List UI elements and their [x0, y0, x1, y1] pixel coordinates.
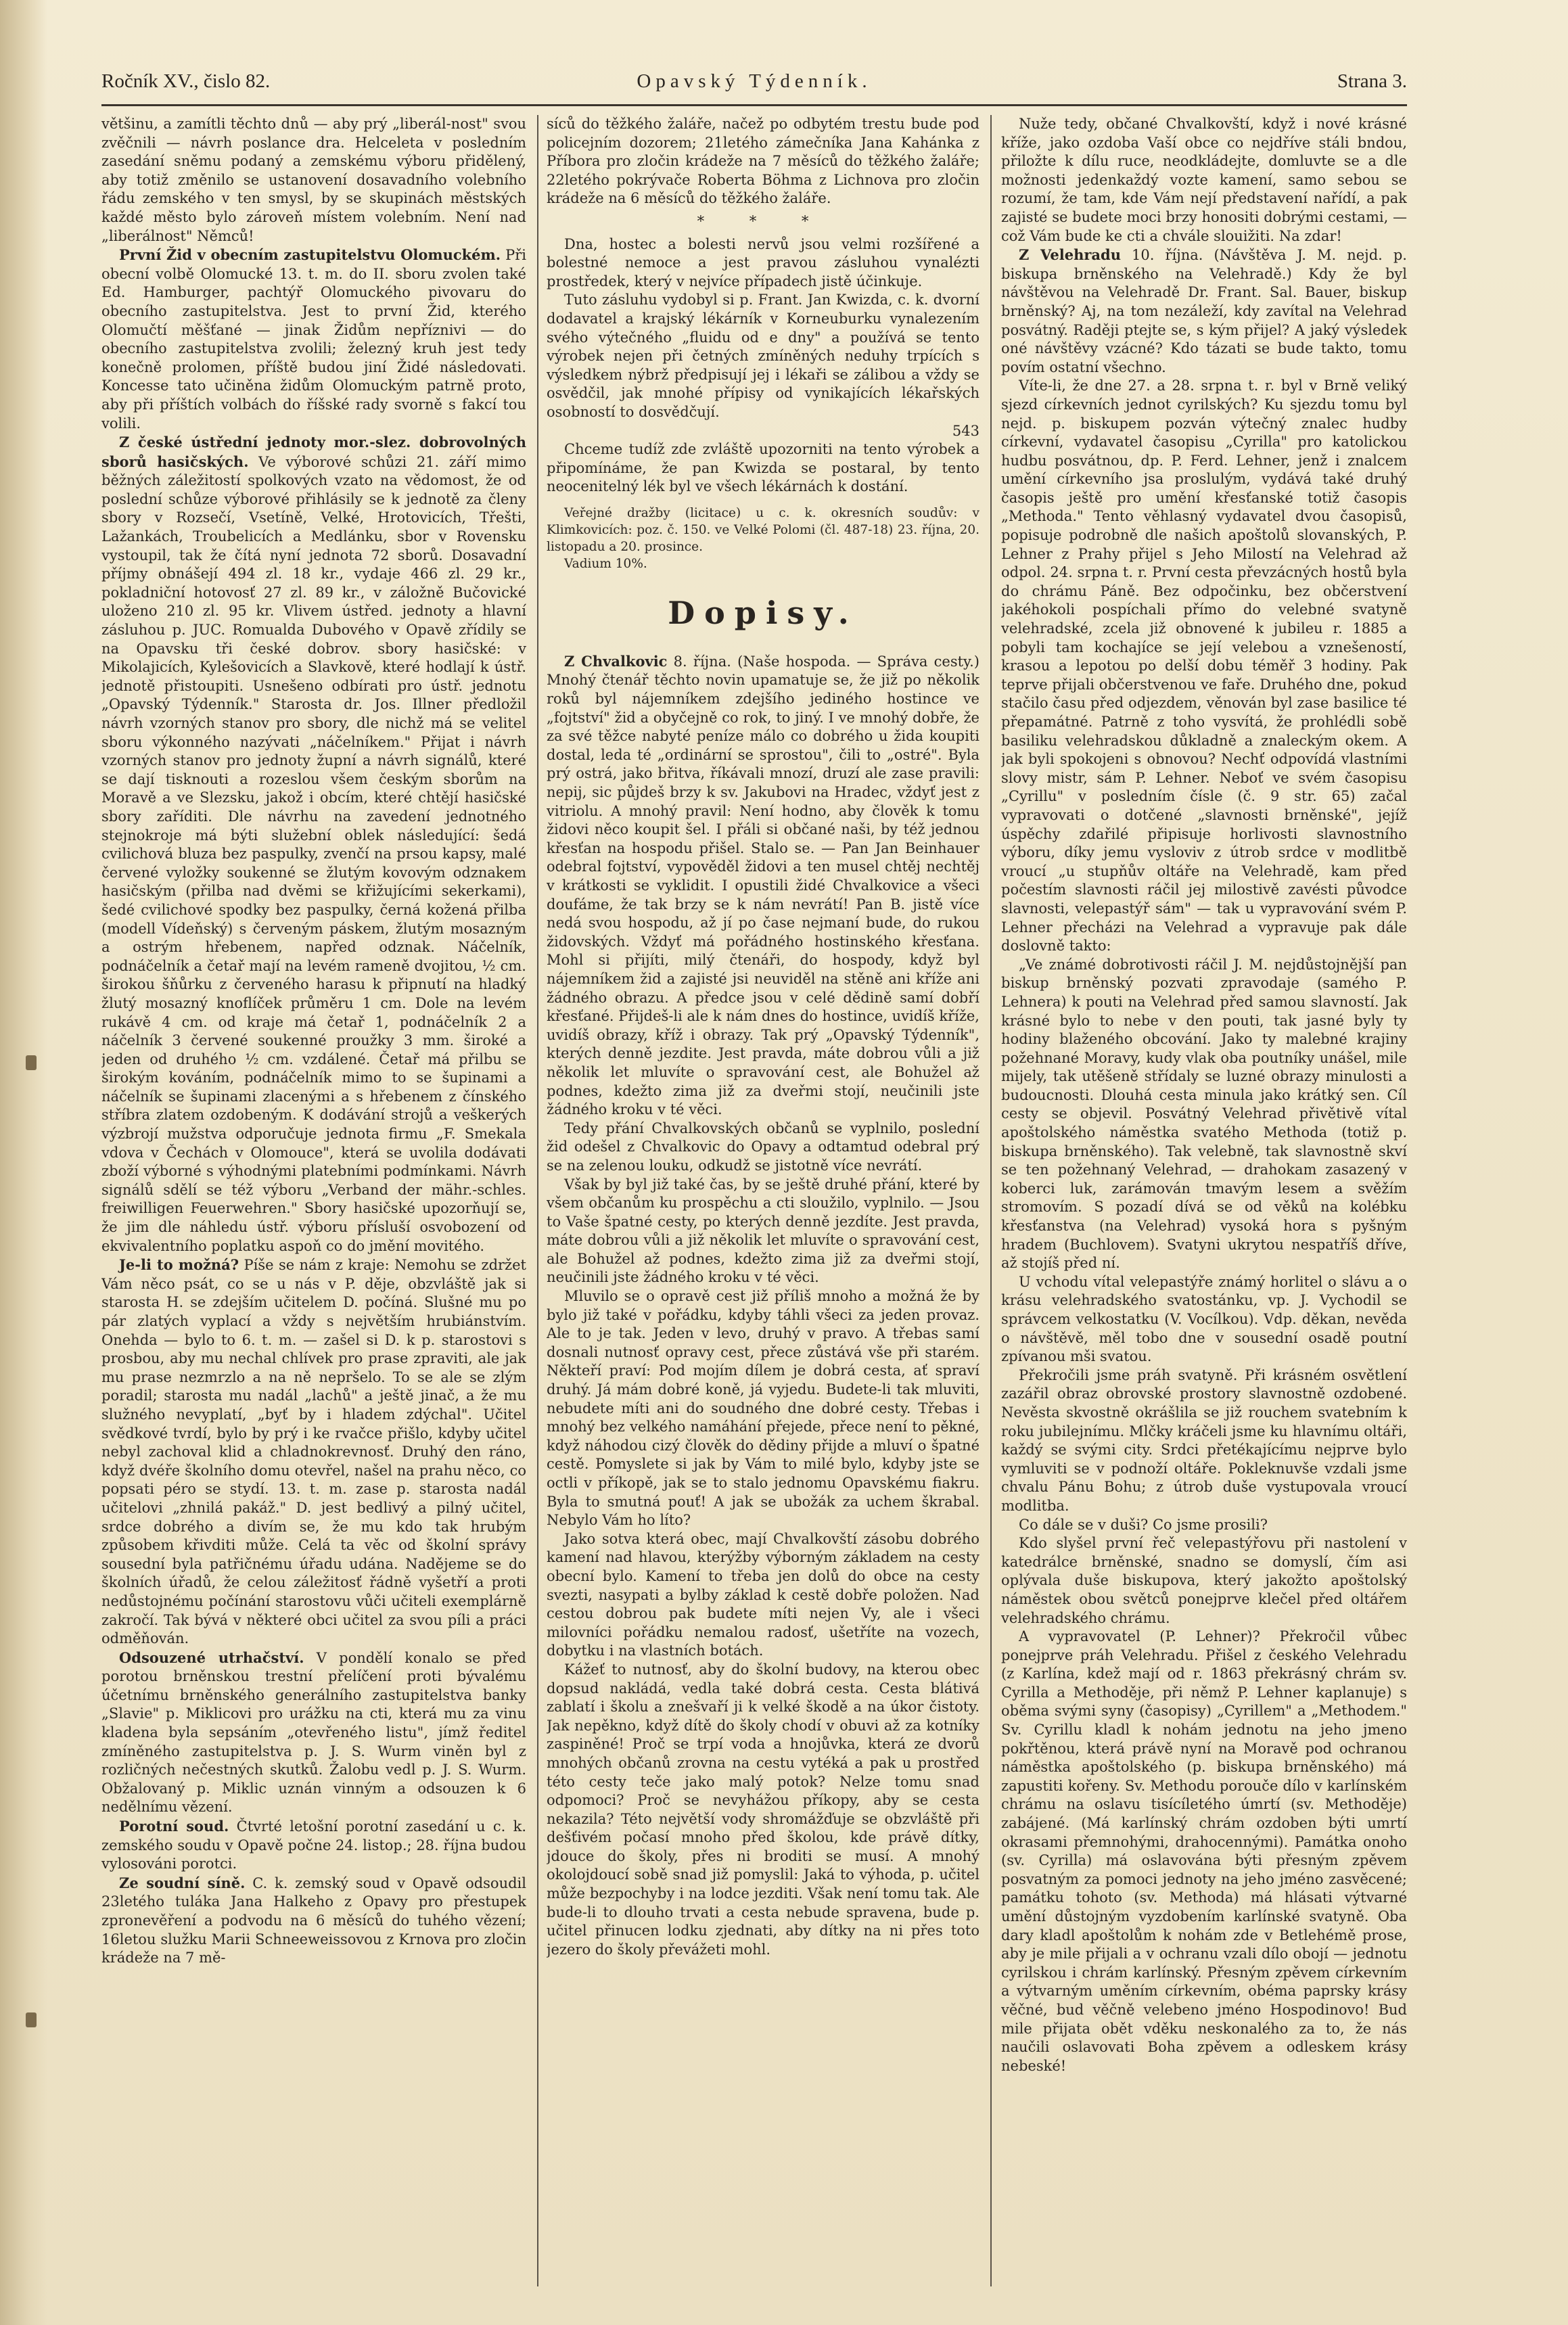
column-1	[101, 115, 526, 2293]
advert-paragraph: Chceme tudíž zde zvláště upozorniti na tento výrobek a připomínáme, že pan Kwizda se postaral, by tento neocenitelný lék byl ve všech lékárnách k dostání.	[547, 441, 979, 495]
letter-paragraph: U vchodu vítal velepastýře známý horlitel o slávu a o krásu velehradského svatostánku, vp. J. Vychodil se správcem velkostatku (V. Vocílkou). Vdp. děkan, nevěda o návštěvě, měl tobo dne v sousední osadě poutní zpívanou mši svatou.	[1001, 1273, 1407, 1365]
article-headline: První Žid v obecním zastupitelstvu Olomuckém.	[119, 246, 501, 264]
column-divider	[537, 115, 538, 2286]
column-divider	[990, 115, 992, 2286]
article	[101, 1649, 526, 1817]
article-body: C. k. zemský soud v Opavě odsoudil 23letého tuláka Jana Halkeho z Opavy pro přestupek zpronevěření a podvodu na 6 měsíců do tuhého vězení; 16letou služku Marii Schneeweissovou z Krnova pro zločin krádeže na 7 mě-	[101, 1874, 526, 1966]
letter-paragraph: Co dále se v duši? Co jsme prosili?	[1019, 1516, 1268, 1533]
column-2	[547, 115, 979, 2293]
article-continuation: většinu, a zamítli těchto dnů — aby prý „liberál-nost" svou zvěčnili — návrh poslance dra. Helceleta v posledním zasedání sněmu podaný a zemskému výboru přidělený, aby totiž změnilo se ustanovení dosavadního volebního řádu zemského v ten smysl, by se skupinách městských každé město bylo zároveň místem volebním. Není nad „liberálnost" Němců!	[101, 116, 526, 244]
letter-paragraph: Tedy přání Chvalkovských občanů se vyplnilo, poslední žid odešel z Chvalkovic do Opavy a odtamtud odebral prý se na zelenou louku, odkudž se jistotně více nevrátí.	[547, 1120, 979, 1174]
article-body: Čtvrté letošní porotní zasedání u c. k. zemského soudu v Opavě počne 24. listop.; 28. října budou vylosováni porotci.	[101, 1818, 526, 1872]
binding-staple	[26, 1055, 37, 1070]
letter-paragraph: Kážeť to nutnosť, aby do školní budovy, na kterou obec dopsud nakládá, vedla také dobrá cesta. Cesta blátivá zablatí i školu a znešvaří ji k velké škodě a na úkor čistoty. Jak nepěkno, když dítě do školy chodí v obuvi až za kotníky zaspiněné! Proč se trpí voda a hnojůvka, která ze dvorů mnohých občanů zrovna na cestu vytéká a pak u prostřed této cesty teče jako malý potok? Nelze tomu snad odpomoci? Proč se nevyhážou příkopy, aby se cesta nekazila? Této největší vody shromážďuje se obzvláště při dešťivém počasí mnoho před školou, kde právě dítky, jdouce do školy, přes ni broditi se musí. A mnohý okolojdoucí sobě snad již pomyslil: Jaká to výhoda, p. učitel může bezpochyby i na lodce jezditi. Však není tomu tak. Ale bude-li to dlouho trvati a cesta nebude spravena, bude p. učitel přinucen lodku zjednati, aby dítky na ni přes toto jezero do školy převážeti mohl.	[547, 1661, 979, 1958]
running-header	[101, 70, 1407, 101]
letter-paragraph: Však by byl již také čas, by se ještě druhé přání, které by všem občanům ku prospěchu a cti sloužilo, vyplnilo. — Jsou to Vaše špatné cesty, po kterých denně jezdíte. Jest pravda, máte dobrou vůli a již několik let mluvíte o spravování cest, ale Bohužel až podnes, kdežto zima již za dveřmi stojí, neučinili jste žádného kroku v té věci.	[547, 1176, 979, 1286]
article-headline: Z české ústřední jednoty mor.-slez. dobrovolných sborů hasičských.	[101, 434, 526, 470]
advert-reference-number: 543	[952, 422, 979, 439]
letter-body: 8. října. (Naše hospoda. — Správa cesty.) Mnohý čtenář těchto novin upamatuje se, že již po několik roků byl nájemníkem zdejšího jediného hostince ve „fojtství" žid a obyčejně co rok, to jiný. I ve mnohý dobře, že za své těžce nabyté peníze málo co dobrého u žida koupiti dostal, leda té „ordinární se sprostou", čili to „ostré". Byla prý ostrá, jako břitva, říkávali mnozí, druzí ale zase pravili: nepij, sic půjdeš brzy k sv. Jakubovi na Hradec, vždyť jest z vitriolu. A mnohý pravil: Není hodno, aby člověk k tomu židovi něco koupit šel. I přáli si občané naši, by též jednou křesťan na hospodu přišel. Stalo se. — Pan Jan Beinhauer odebral fojtství, vypověděl židovi a ten musel chtěj nechtěj v krátkosti se vyklidit. I opustili židé Chvalkovice a všeci doufáme, že tak brzy se k nám nevrátí! Pan B. jistě více nedá svou hospodu, až jí po čase nejmaní bude, do rukou židovských. Vždyť má pořádného hostinského křesťana. Mohl si přijíti, milý čtenáři, do hospody, když byl nájemníkem žid a zajisté jsi neuviděl na stěně ani kříže ani žádného obrazu. A předce jsou v celé dědině samí dobří křesťané. Přijdeš-li ale k nám dnes do hostince, uvidíš kříže, uvidíš obrazy, kříž i obrazy. Tak prý „Opavský Týdenník", kterých denně jezdite. Jest pravda, máte dobrou vůli a již několik let mluvíte o spravování cest, ale Bohužel až podnes, kdežto zima již za dveřmi stojí, neučinili jste žádného kroku v té věci.	[547, 653, 979, 1118]
letter-paragraph: Víte-li, že dne 27. a 28. srpna t. r. byl v Brně veliký sjezd církevních jednot cyrilských? Ku sjezdu tomu byl nejd. p. biskupem pozván výtečný znalec hudby církevní, vydavatel časopisu „Cyrilla" pro katolickou hudbu posvátnou, dp. P. Ferd. Lehner, jenž i znalcem umění církevního jsa proslulým, vydává také druhý časopis ještě pro umění křesťanské totiž časopis „Methoda." Tento věhlasný vydavatel dvou časopisů, popisuje podrobně dle našich apoštolů slovanských, P. Lehner z Prahy přijel s Jeho Milostí na Velehrad až odpol. 24. srpna t. r. První cesta převzácných hostů byla do chrámu Páně. Bez odpočinku, bez občerstvení jakéhokoli pospíchali přímo do velebné svatyně velehradské, zcela již obnovené k jubileu r. 1885 a pobyli tam kochajíce se její velebou a vznešeností, krasou a lepotou po delší dobu téměř 3 hodiny. Pak teprve přijali občerstvenou ve faře. Druhého dne, pokud stačilo času před odjezdem, věnován byl zase basilice té přepamátné. Patrně z toho vysvítá, že prohlédli sobě basiliku velehradskou důkladně a znaleckým okem. A jak byli spokojeni s obnovou? Nechť odpovídá vlastními slovy mistr, sám P. Lehner. Neboť ve svém časopisu „Cyrillu" v posledním čísle (č. 9 str. 65) začal vypravovati o dotčené „slavnosti brněnské", jejíž úspěchy zdařilé připisuje horlivosti slavnostního výboru, díky jemu vysloviv z útrob srdce v modlitbě vroucí „u stupňův oltáře na Velehradě, kam před počestím slavnosti ráčil jej milostivě zavésti původce slavnosti, velepastýř sám" — tak u vypravování svém P. Lehner přecházi na Velehrad a vypravuje pak dále doslovně takto:	[1001, 377, 1407, 954]
letter	[1001, 246, 1407, 377]
article-headline: Ze soudní síně.	[119, 1874, 246, 1891]
letter-paragraph: A vypravovatel (P. Lehner)? Překročil vůbec ponejprve práh Velehradu. Přišel z českého Velehradu (z Karlína, kdež mají od r. 1863 překrásný chrám sv. Cyrilla a Methoděje, při němž P. Lehner kaplanuje) s oběma svými syny (časopisy) „Cyrillem" a „Methodem." Sv. Cyrillu kladl k nohám jednotu na jeho jmeno pokřtěnou, která právě nyní na Moravě pod ochranou náměstka apoštolského (p. biskupa brněnského) má zapustiti kořeny. Sv. Methodu porouče dílo v karlínském chrámu na oslavu tisícíletého úmrtí (sv. Methoděje) zabájené. (Má karlínský chrám ozdoben býti umrtí okrasami přemnohými, drahocennými). Památka onoho (sv. Cyrilla) má oslavována býti přesným zpěvem posvatným za pomoci jednoty na jeho jméno zasvěcené; památku tohoto (sv. Methoda) má hlásati výtvarné umění důstojným vyzdobením karlínské svatyně. Oba dary kladl apoštolům k nohám zde v Betlehémě prose, aby je mile přijali a v ochranu vzali dílo obojí — jednotu cyrilskou i chrám karlínský. Přesným zpěvem církevním a výtvarným uměním církevním, obéma paprsky krásy věčné, bud věčně velebeno jméno Hospodinovo! Bud mile přijata obět vděku neskonalého za to, že nás naučili oslavovati Boha zpěvem a odleskem krásy nebeské!	[1001, 1628, 1407, 2074]
letter-body: 10. října. (Návštěva J. M. nejd. p. biskupa brněnského na Velehradě.) Kdy že byl návštěvou na Velehradě Dr. Frant. Sal. Bauer, biskup brněnský? Aj, na tom nezáleží, kdy zavítal na Velehrad posvátný. Raději ptejte se, s kým přijel? A jaký výsledek oné návštěvy vzácné? Kdo tázati se bude takto, tomu povím ostatní všechno.	[1001, 247, 1407, 375]
article	[101, 1817, 526, 1874]
auction-notice: Veřejné dražby (licitace) u c. k. okresních soudův: v Klimkovicích: poz. č. 150. ve Velké Polomi (čl. 487-18) 23. října, 20. listopadu a 20. prosince.	[547, 505, 979, 554]
section-title: Dopisy.	[668, 594, 858, 631]
spacer	[547, 497, 979, 505]
advert-paragraph: Tuto zásluhu vydobyl si p. Frant. Jan Kwizda, c. k. dvorní dodavatel a krajský lékárník v Korneuburku vynalezením svého výtečného „fluidu od e dny" a používá se tento výrobek nejen při četných zmíněných neduhy trpících s výsledkem nýbrž předpisují jej i lékaři se zálibou a vždy se osvědčil, jak mnohé přípisy od vynikajících lékařských osobností to dosvědčují.	[547, 292, 979, 420]
article-headline: Odsouzené utrhačství.	[119, 1649, 304, 1666]
article-body: V pondělí konalo se před porotou brněnskou trestní přelíčení proti bývalému účetnímu brněnského generálního zastupitelstva banky „Slavie" p. Miklicovi pro urážku na cti, která mu za vinu kladena byla sepsáním „otevřeného listu", jímž ředitel zmíněného zastupitelstva p. J. S. Wurm viněn byl z rozličných nečestných skutků. Žalobu vedl p. J. S. Wurm. Obžalovaný p. Miklic uznán vinným a odsouzen k 6 nedělnímu vězení.	[101, 1649, 526, 1816]
binding-staple	[26, 2012, 37, 2027]
article-body: Ve výborové schůzi 21. září mimo běžných záležitostí spolkových vzato na vědomost, že od poslední schůze výborové přihlásily se k jednotě za členy sbory v Rozsečí, Vsetíně, Velké, Hrotovicích, Třešti, Lažankách, Troubelicích a Medlánku, sbor v Rovensku vystoupil, tak že čítá nyní jednota 72 sborů. Dosavadní příjmy obnášejí 494 zl. 18 kr., vydaje 466 zl. 29 kr., pokladniční hotovosť 27 zl. 89 kr., v záložně Bučovické uloženo 210 zl. 95 kr. Vlivem ústřed. jednoty a hlavní zásluhou p. JUC. Romualda Dubového v Opavě zřídily se na Opavsku tři české dobrov. sbory hasičské: v Mikolajicích, Kylešovicích a Slavkově, které hodlají k ústř. jednotě přistoupiti. Usnešeno odbírati pro ústř. jednotu „Opavský Týdenník." Starosta dr. Jos. Illner předložil návrh vzorných stanov pro sbory, dle nichž má se velitel sboru výkonného nazývati „náčelníkem." Přijat i návrh vzorných stanov pro jednoty župní a návrh signálů, které se dají tisknouti a rozeslou všem českým sborům na Moravě a ve Slezsku, jakož i obcím, které chtějí hasičské sbory zaříditi. Dle návrhu na zavedení jednotného stejnokroje má býti služební oblek následující: šedá cvilichová bluza bez paspulky, zvenčí na prsou kapsy, malé červené vyložky soukenné se žlutým kovovým odznakem hasičským (přilba nad dvěmi se křižujícími sekerkami), šedé cvilichové spodky bez paspulky, černá kožená přilba (modell Vídeňský) s červeným páskem, žlutým mosazným a ostrým hřebenem, napřed odznak. Náčelník, podnáčelník a četař mají na levém rameně dvojitou, ½ cm. širokou šňůrku z červeného harasu k připnutí na hladký žlutý mosazný knoflíček průměru 1 cm. Dole na levém rukávě 4 cm. od kraje má četař 1, podnáčelník 2 a náčelník 3 červené soukenné proužky 3 mm. široké a jeden od druhého ½ cm. vzdálené. Četař má přilbu se širokým kováním, podnáčelník mimo to se šupinami a náčelník se šupinami zlacenými a s hřebenem z čínského stříbra zlatem ozdobeným. K dodávání strojů a veškerých výzbrojí mužstva odporučuje jednota firmu „F. Smekala vdova v Čechách v Olomouce", která se uvolila dodávati zboží výborné s výhodnými platebními podmínkami. Návrh signálů sdělí se též výboru „Verband der mähr.-schles. freiwilligen Feuerwehren." Sbory hasičské upozorňují se, že jim dle náhledu ústř. výboru přísluší osvobození od ekvivalentního poplatku aspoň co do jmění movitého.	[101, 453, 526, 1254]
letter	[547, 652, 979, 1120]
issue-label: Ročník XV., čislo 82.	[101, 70, 271, 92]
article	[101, 246, 526, 433]
article	[101, 1256, 526, 1648]
letter-headline: Z Velehradu	[1019, 246, 1121, 264]
letter-paragraph: Mluvilo se o opravě cest již příliš mnoho a možná že by bylo již také v pořádku, kdyby táhli všeci za jeden provaz. Ale to je tak. Jeden v levo, druhý v pravo. A třebas samí dosnali nutnosť opravy cest, přece zůstává vše při starém. Někteří praví: Pod mojím dílem je dobrá cesta, ať spraví druhý. Já mám dobré koně, já vyjedu. Budete-li tak mluviti, nebudete míti ani do soudného dne dobré cesty. Třebas i mnohý bez velkého namáhání přejede, přece není to pěkné, když náhodou cizý člověk do dědiny přijde a mluví o špatné cestě. Pomyslete si jak by Vám to milé bylo, kdyby jste se octli v příkopě, jak se to stalo jednomu Opavskému fiakru. Byla to smutná pouť! A jak se ubožák za uchem škrabal. Nebylo Vám ho líto?	[547, 1288, 979, 1529]
page-number: Strana 3.	[1337, 70, 1407, 92]
advert-paragraph: Dna, hostec a bolesti nervů jsou velmi rozšířené a bolestné nemoce a jest pravou zásluhou vynalézti prostředek, který v nejvíce případech jistě účinkuje.	[547, 235, 979, 290]
article-continuation: síců do těžkého žaláře, načež po odbytém trestu bude pod policejním dozorem; 21letého zámečníka Jana Kahánka z Příbora pro zločin krádeže na 7 měsíců do těžkého žaláře; 22letého pokrývače Roberta Böhma z Lichnova pro zločin krádeže na 6 měsíců do těžkého žaláře.	[547, 116, 979, 207]
article	[101, 1874, 526, 1968]
column-3	[1001, 115, 1407, 2293]
letter-paragraph: Kdo slyšel první řeč velepastýřovu při nastolení v katedrálce brněnské, snadno se domyslí, čím asi oplývala duše biskupova, který jakožto apoštolský náměstek obou světců ponejprve klečel před oltářem velehradského chrámu.	[1001, 1535, 1407, 1626]
newspaper-title: Opavský Týdenník.	[637, 70, 872, 92]
letter-paragraph: Nuže tedy, občané Chvalkovští, když i nové krásné kříže, jako ozdoba Vaší obce co nejdříve stáli bndou, přiložte k dílu ruce, neodkládejte, domluvte se a dle možnosti jedenkaždý vozte kamení, samo sebou se rozumí, že tam, kde Vám nejí představení nařídí, a pak zajisté se budete moci brzy honositi dobrými cestami, — což Vám bude ke cti a chvále slouižiti. Na zdar!	[1001, 116, 1407, 244]
header-rule	[101, 104, 1407, 106]
auction-deposit: Vadium 10%.	[564, 556, 647, 571]
article-body: Při obecní volbě Olomucké 13. t. m. do II. sboru zvolen také Ed. Hamburger, pachtýř Olomuckého pivovaru do obecního zastupitelstva. Jest to první Žid, kterého Olomučtí měšťané — jinak Židům nepříznivi — do obecního zastupitelstva zvolili; železný kruh jest tedy konečně prolomen, příště budou jiní Židé následovati. Koncesse tato učiněna židům Olomuckým patrně proto, aby při příštích volbách do říšské rady svorně s fakcí tou volili.	[101, 247, 526, 432]
article-headline: Je-li to možná?	[119, 1256, 239, 1274]
article-body: Píše se nám z kraje: Nemohu se zdržet Vám něco psát, co se u nás v P. děje, obzvláště jak si starosta H. se zdejším učitelem D. počíná. Slušné mu po pár zlatých vyplací a vždy s největším hrubiánstvím. Onehda — bylo to 6. t. m. — zašel si D. k p. starostovi s prosbou, aby mu nechal chlívek pro prase zpraviti, ale jak mu prase nezmrzlo a na ně nepršelo. To se ale se zlým poradil; starosta mu nadál „lachů" a ještě jinač, a že mu služného nevyplatí, „byť by i hladem zdýchal". Učitel svědkové tvrdí, bylo by prý i ke rvačce přišlo, kdyby učitel nebyl zachoval klid a chladnokrevnosť. Druhý den ráno, když dvéře školního domu otevřel, našel na prahu něco, co popsati péro se stydí. 13. t. m. zase p. starosta nadál učitelovi „zhnilá pakáž." D. jest bedlivý a pilný učitel, srdce dobrého a divím se, že mu kdo tak hrubým způsobem křivditi může. Celá ta věc od školní správy sousední byla patřičnému úřadu udána. Nadějeme se do školních úřadů, že celou záležitosť řádně vyšetří a proti nedůstojnému počínání starostovu vůči učiteli exemplárně zakročí. Tak bývá v některé obci učitel za svou píli a práci odměňován.	[101, 1257, 526, 1647]
binding-edge	[0, 0, 47, 2325]
separator-stars: * * *	[697, 212, 829, 229]
letter-paragraph: Jako sotva která obec, mají Chvalkovští zásobu dobrého kamení nad hlavou, kterýžby výborným základem na cesty obecní bylo. Kamení to třeba jen dolů do obce na cesty svezti, nasypati a bylby základ k cestě dobře položen. Nad cestou dobrou pak budete míti nejen Vy, ale i všeci milovníci pořádku nemalou radosť, ušetříte na vozech, dobytku i na vlastních botách.	[547, 1530, 979, 1659]
article	[101, 433, 526, 1256]
letter-headline: Z Chvalkovic	[564, 652, 668, 670]
article-headline: Porotní soud.	[119, 1818, 229, 1835]
letter-paragraph: Překročili jsme práh svatyně. Při krásném osvětlení zazářil obraz obrovské prostory slavnostně ozdobené. Nevěsta skvostně okrášlila se již rouchem svatebním k roku jubilejnímu. Mlčky kráčeli jsme ku hlavnímu oltáři, každý se svými city. Srdci přetékajícímu nejprve bylo vymluviti se v podnoží oltáře. Pokleknuvše vzdali jsme chvalu Pánu Bohu; z útrob duše vystupovala vroucí modlitba.	[1001, 1366, 1407, 1514]
letter-paragraph: „Ve známé dobrotivosti ráčil J. M. nejdůstojnější pan biskup brněnský pozvati zpravodaje (samého P. Lehnera) k pouti na Velehrad před samou slavností. Jak krásné bylo to nebe v den pouti, tak jasné byly ty hodiny blaženého obcování. Jako ty malebné krajiny požehnané Moravy, kudy vlak oba poutníky unášel, mile mijely, tak utěšeně střídaly se luzné obrazy minulosti a budoucnosti. Dlouhá cesta minula jako krátký sen. Cíl cesty se objevil. Posvátný Velehrad přivětivě vítal apoštolského náměstka svatého Methoda (totiž p. biskupa brněnského). Tak velebně, tak slavnostně skví se ten požehnaný Velehrad, — drahokam zasazený v koberci luk, zarámován tmavým lesem a svěžím stromovím. S pozadí dívá se od věků na kolébku křesťanstva (na Velehrad) vysoká hora s pyšným hradem (Buchlovem). Svatyni ukrytou nespatříš dříve, až stojíš před ní.	[1001, 956, 1407, 1272]
